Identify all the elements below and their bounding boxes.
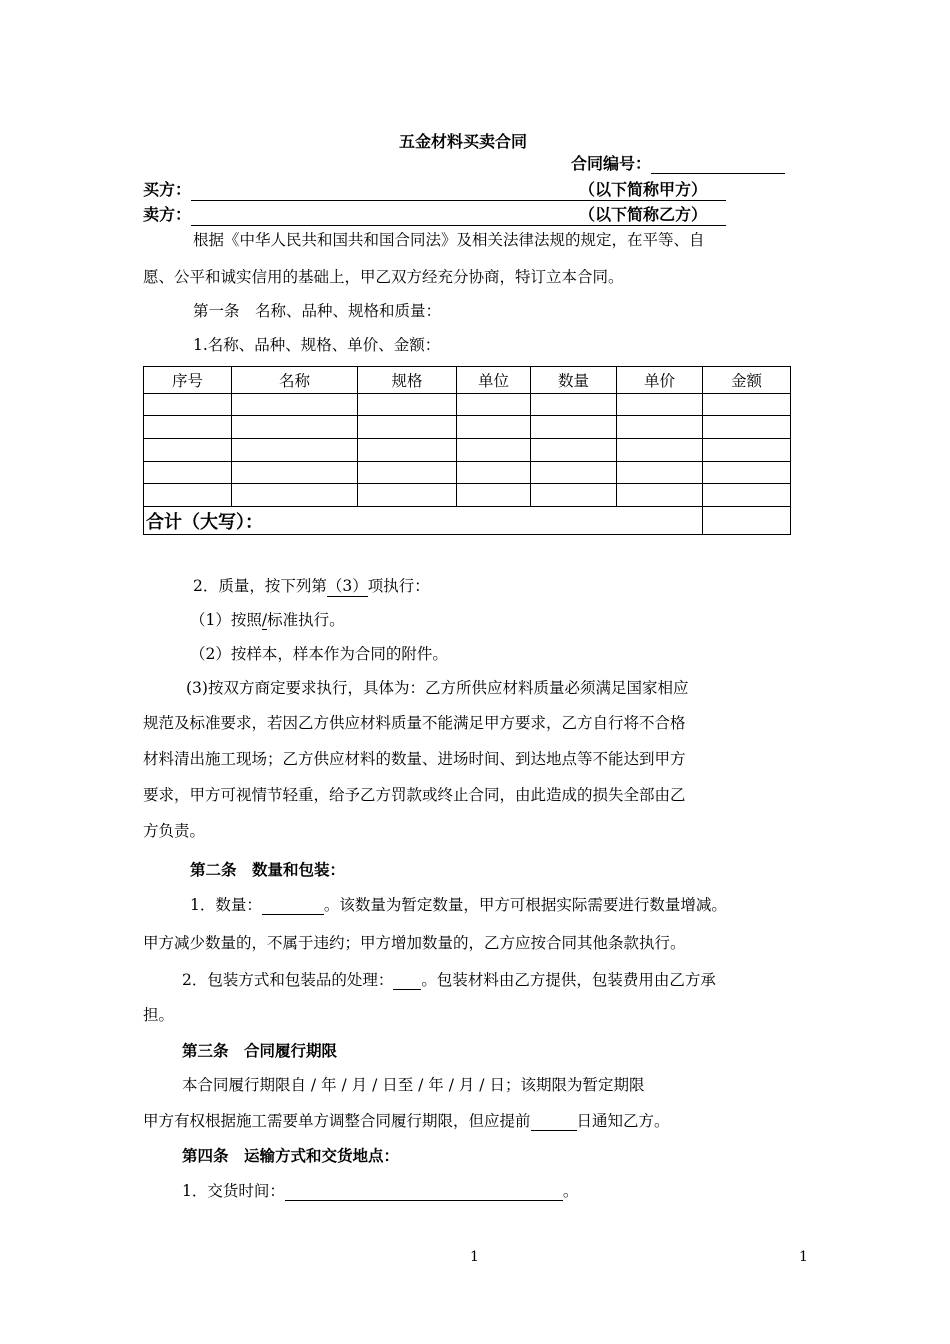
table-header-cell: 单位 — [457, 367, 531, 394]
intro-line-2: 愿、公平和诚实信用的基础上，甲乙双方经充分协商，特订立本合同。 — [143, 268, 624, 286]
article2-heading: 第二条 数量和包装： — [190, 860, 346, 879]
document-title: 五金材料买卖合同 — [399, 132, 528, 151]
table-row — [144, 484, 791, 507]
page-number-center: 1 — [470, 1249, 479, 1265]
table-header-row — [144, 367, 791, 394]
contract-number-line — [571, 151, 785, 174]
packing-label: 2．包装方式和包装品的处理： — [182, 971, 394, 989]
packing-note: 。包装材料由乙方提供，包装费用由乙方承 — [421, 971, 716, 989]
delivery-time-suffix: 。 — [562, 1182, 579, 1200]
quality-option-3-line-2: 规范及标准要求，若因乙方供应材料质量不能满足甲方要求，乙方自行将不合格 — [143, 714, 686, 732]
table-cell[interactable] — [232, 461, 358, 484]
table-cell[interactable] — [703, 393, 791, 416]
table-row — [144, 439, 791, 462]
table-cell[interactable] — [457, 393, 531, 416]
quality-prefix: 2．质量，按下列第 — [193, 577, 327, 595]
article3-heading: 第三条 合同履行期限 — [182, 1041, 338, 1060]
table-cell[interactable] — [457, 416, 531, 439]
table-cell[interactable] — [617, 393, 703, 416]
article2-quantity-line-2: 甲方减少数量的，不属于违约；甲方增加数量的，乙方应按合同其他条款执行。 — [143, 934, 686, 952]
table-row — [144, 416, 791, 439]
table-cell[interactable] — [531, 461, 617, 484]
quality-option-3-line-4: 要求，甲方可视情节轻重，给予乙方罚款或终止合同，由此造成的损失全部由乙 — [143, 786, 686, 804]
table-cell[interactable] — [617, 484, 703, 507]
quality-option-3-line-3: 材料清出施工现场；乙方供应材料的数量、进场时间、到达地点等不能达到甲方 — [143, 750, 686, 768]
quality-choice[interactable]: （3） — [327, 574, 368, 597]
delivery-time-field[interactable] — [285, 1182, 563, 1201]
table-header-cell: 数量 — [531, 367, 617, 394]
total-amount-cell[interactable] — [703, 507, 791, 535]
contract-number-label: 合同编号： — [571, 154, 652, 173]
article2-quantity-line — [190, 893, 727, 915]
table-cell[interactable] — [358, 484, 457, 507]
quality-option-1-prefix: （1）按照 — [190, 611, 262, 629]
quality-option-3-line-1: (3)按双方商定要求执行，具体为：乙方所供应材料质量必须满足国家相应 — [186, 679, 689, 697]
table-cell[interactable] — [531, 393, 617, 416]
article3-line-2 — [143, 1109, 670, 1131]
table-cell[interactable] — [617, 439, 703, 462]
table-cell[interactable] — [531, 416, 617, 439]
table-cell[interactable] — [703, 484, 791, 507]
table-cell[interactable] — [531, 439, 617, 462]
notice-prefix: 甲方有权根据施工需要单方调整合同履行期限，但应提前 — [143, 1112, 531, 1130]
quantity-note: 。该数量为暂定数量，甲方可根据实际需要进行数量增减。 — [323, 896, 727, 914]
article4-heading: 第四条 运输方式和交货地点： — [182, 1146, 400, 1165]
quality-option-1 — [190, 608, 345, 630]
table-header-cell: 金额 — [703, 367, 791, 394]
table-cell[interactable] — [358, 393, 457, 416]
seller-suffix: （以下简称乙方） — [579, 205, 708, 224]
seller-line — [143, 202, 726, 226]
delivery-time-label: 1．交货时间： — [182, 1182, 285, 1200]
buyer-line — [143, 177, 726, 201]
seller-label: 卖方： — [143, 205, 192, 224]
table-cell[interactable] — [703, 439, 791, 462]
table-cell[interactable] — [232, 416, 358, 439]
table-cell[interactable] — [457, 439, 531, 462]
table-cell[interactable] — [232, 484, 358, 507]
table-header-cell: 单价 — [617, 367, 703, 394]
table-cell[interactable] — [144, 416, 232, 439]
buyer-suffix: （以下简称甲方） — [579, 180, 708, 199]
buyer-field[interactable] — [191, 177, 726, 201]
seller-field[interactable] — [191, 202, 726, 226]
table-header-cell: 规格 — [358, 367, 457, 394]
packing-field[interactable] — [393, 971, 421, 990]
intro-line-1: 根据《中华人民共和国共和国合同法》及相关法律法规的规定，在平等、自 — [193, 231, 705, 249]
table-cell[interactable] — [232, 393, 358, 416]
table-cell[interactable] — [531, 484, 617, 507]
table-cell[interactable] — [457, 461, 531, 484]
table-cell[interactable] — [457, 484, 531, 507]
article2-packing-line-2: 担。 — [143, 1006, 175, 1024]
buyer-label: 买方： — [143, 180, 192, 199]
quality-option-3-line-5: 方负责。 — [143, 822, 206, 840]
quality-option-1-suffix: 标准执行。 — [267, 611, 345, 629]
table-cell[interactable] — [144, 439, 232, 462]
table-header-cell: 名称 — [232, 367, 358, 394]
table-cell[interactable] — [232, 439, 358, 462]
page-number-right: 1 — [799, 1249, 808, 1265]
items-table — [143, 366, 791, 535]
table-cell[interactable] — [358, 439, 457, 462]
table-cell[interactable] — [703, 416, 791, 439]
table-cell[interactable] — [358, 461, 457, 484]
table-cell[interactable] — [144, 393, 232, 416]
article1-sub1: 1.名称、品种、规格、单价、金额： — [193, 336, 441, 354]
table-cell[interactable] — [358, 416, 457, 439]
table-cell[interactable] — [617, 416, 703, 439]
article1-heading: 第一条 名称、品种、规格和质量： — [193, 302, 442, 320]
article2-packing-line — [182, 968, 716, 990]
total-label: 合计（大写）： — [144, 507, 703, 535]
quality-option-2: （2）按样本，样本作为合同的附件。 — [190, 645, 448, 663]
table-cell[interactable] — [703, 461, 791, 484]
article4-sub1 — [182, 1179, 578, 1201]
quantity-field[interactable] — [262, 896, 324, 915]
quality-option-1-blank[interactable]: / — [261, 611, 268, 629]
quality-suffix: 项执行： — [367, 577, 430, 595]
table-row — [144, 393, 791, 416]
quality-line — [193, 574, 430, 597]
quantity-label: 1．数量： — [190, 896, 262, 914]
notice-suffix: 日通知乙方。 — [576, 1112, 670, 1130]
table-cell[interactable] — [617, 461, 703, 484]
contract-number-field[interactable] — [651, 154, 785, 174]
notice-days-field[interactable] — [531, 1112, 577, 1131]
table-cell[interactable] — [144, 461, 232, 484]
article3-line-1: 本合同履行期限自 / 年 / 月 / 日至 / 年 / 月 / 日；该期限为暂定期限 — [182, 1076, 645, 1094]
table-total-row — [144, 507, 791, 535]
table-header-cell: 序号 — [144, 367, 232, 394]
table-row — [144, 461, 791, 484]
table-cell[interactable] — [144, 484, 232, 507]
